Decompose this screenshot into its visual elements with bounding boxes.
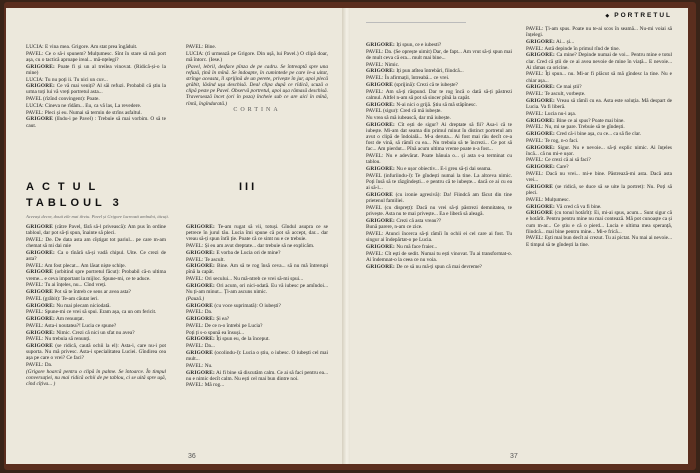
- dialogue-text: Ca mine? Depinde numai de voi... Pentru mine e totul clar. Cred că știi de ce ai avea nevoie de mine în viață... E nevoie... Ai rămas ca oricine.: [526, 52, 672, 71]
- dialogue-line: [26, 309, 166, 315]
- speaker-name: GRIGORE:: [526, 97, 555, 104]
- dialogue-text: PAVEL: Nu.: [186, 362, 213, 369]
- dialogue-line: [186, 336, 328, 342]
- dialogue-line: [26, 282, 166, 288]
- dialogue-line: [366, 224, 512, 230]
- dialogue-text: PAVEL: Îți spun... nu. Mi-ar fi plăcut să mă gîndesc la tine. Nu e chiar așa...: [526, 71, 672, 84]
- dialogue-text: (cu tonul hotărît): Ei, mi-ai spus, acum... Sunt sigur că e hotărît. Pentru pentru mine nu mai contează. Mă pot cunoaște ca și cum m-ar... Ce știu e că o pierd... Lucia e ultima mea speranță, fiindcă... mai bine pentru mine... Mi-e frică...: [526, 210, 672, 235]
- dialogue-text: PAVEL: Bine.: [186, 44, 217, 50]
- dialogue-text: PAVEL: Astă depinde în primul rînd de tine.: [526, 45, 620, 52]
- dialogue-text: (Pauză.): [186, 295, 205, 302]
- dialogue-text: PAVEL (grăbit): Te-am căutat ieri.: [26, 295, 99, 302]
- dialogue-text: Ai fi bine să discutăm calm. Ce ai să faci pentru ea... nu e nimic decît calm. Nu ești cel mai bun dintre noi.: [186, 369, 328, 382]
- book: [4, 2, 696, 470]
- dialogue-text: Nu vrea să mă iubească, dar mă iubește.: [366, 115, 451, 122]
- dialogue-line: [526, 138, 672, 144]
- dialogue-text: LUCIA: E vina mea. Grigore. Am stat prea îngăduit.: [26, 44, 138, 50]
- dialogue-line: [526, 26, 672, 38]
- dialogue-text: PAVEL: Dacă nu vrei... mi-e bine. Păstrează-mi asta. Dacă asta vrei...: [526, 170, 672, 184]
- dialogue-text: Iți spun, ce e iubesti?: [396, 42, 442, 48]
- dialogue-line: [186, 370, 328, 382]
- speaker-name: GRIGORE: [26, 289, 54, 296]
- dialogue-text: PAVEL: Spune-mi ce vrei să spui. Eram așa, ca un om fericit.: [26, 309, 157, 316]
- dialogue-text: Poate fi și un al treilea vinovat. (Ridică-și-o la mine): [26, 63, 166, 76]
- dialogue-text: (ocolindu-l): Lucia o știu, o iubesc. O iubești cel mai mult...: [186, 349, 328, 363]
- dialogue-text: LUCIA: Cineva ne rîdăm... Eu, ca vă las, La revedere.: [26, 102, 142, 109]
- dialogue-text: De ce să nu mă-ți spun că mai devreme?: [396, 263, 482, 270]
- dialogue-text: E vorba de Lucia ori de mine?: [216, 249, 281, 256]
- speaker-name: GRIGORE: [186, 302, 214, 309]
- dialogue-line: [366, 244, 512, 250]
- dialogue-text: Nu mai plecam niciodată.: [56, 302, 111, 309]
- dialogue-text: Poți ți s-o spună ea însuși...: [186, 329, 244, 336]
- dialogue-text: (Grigore hoarcă pentru o clipă în palme. Se întoarce. În timpul conversației, nu mai ridică ochii de pe tablou, ci se uită spre uşă, cînd cîțiva... ): [26, 368, 166, 388]
- dialogue-text: PAVEL: Asta-i noutatea?! Lucia ce spune?: [26, 322, 117, 329]
- dialogue-line: [526, 84, 672, 90]
- dialogue-line: [186, 107, 328, 113]
- dialogue-text: PAVEL: Atunci încerca să-ți rămîi în ochii ei cel care ai fost. Tu singur ai îndepărtat-o pe Lucia.: [366, 231, 512, 244]
- dialogue-line: [366, 89, 512, 101]
- left-page-column-2: [186, 44, 328, 176]
- dialogue-text: Crezi că asta vreau??: [396, 217, 442, 224]
- dialogue-line: [366, 75, 512, 81]
- dialogue-line: [26, 64, 166, 76]
- dialogue-text: Ca o tînără să-și vadă chipul. Uite. Ce crezi de asta?: [26, 249, 166, 262]
- dialogue-text: PAVEL: Ți-am spus. Poate nu te-ai scos în seamă... Nu-mi voiai să înțelegi.: [526, 26, 672, 39]
- dialogue-text: PAVEL: Nu e adevărat. Poate bănuia o... și asta s-a terminat cu tablou.: [366, 153, 512, 166]
- dialogue-text: CORTINA: [233, 107, 281, 114]
- dialogue-line: [366, 153, 512, 165]
- dialogue-line: [186, 44, 328, 50]
- stage-direction: Aceeași decor, două zile mai tîrziu. Pavel și Grigore lucrează amîndoi, tăcuți.: [26, 214, 169, 219]
- dialogue-line: [186, 51, 328, 63]
- dialogue-text: PAVEL: Pleci și eu. Numai să termin de strîns asfaltul.: [26, 109, 142, 116]
- page-number-left: 36: [188, 453, 196, 460]
- speaker-name: GRIGORE:: [526, 131, 555, 138]
- dialogue-line: [26, 103, 166, 109]
- dialogue-line: [366, 82, 512, 88]
- speaker-name: GRIGORE: [186, 349, 214, 356]
- dialogue-text: PAVEL: Da.: [26, 362, 53, 369]
- dialogue-line: [366, 173, 512, 191]
- dialogue-text: Îți spun eu, de la început.: [216, 336, 270, 343]
- dialogue-text: PAVEL (cu disprețt): Dacă nu vrei să-ți păstrezi demnitatea, te privește. Asta nu te mai privește... Ea e liberă să aleagă.: [366, 204, 512, 217]
- speaker-name: GRIGORE:: [366, 101, 395, 108]
- speaker-name: GRIGORE:: [526, 117, 555, 124]
- dialogue-text: Te-am rugat să vii, totuși. Gîndul asupra ce se petrece în jurul tău. Lucia îmi spune că pot să accept, dar... dar vreau să-ți spun întîi ție. Poate că ce simt nu e ce trebuie.: [186, 224, 328, 243]
- dialogue-text: (lîndu-i pe Pavel) : Trebuie să mai vorbim. O să te caut.: [26, 116, 166, 129]
- dialogue-line: [366, 231, 512, 243]
- dialogue-text: PAVEL: Ești mai bun decît ai crezut. Tu ai pictat. Nu mai ai nevoie... E timpul să te gîndești la tine.: [526, 235, 672, 248]
- dialogue-text: PAVEL: Mă rog...: [186, 382, 225, 389]
- dialogue-text: Și ea?: [216, 316, 230, 323]
- speaker-name: GRIGORE: [366, 191, 394, 198]
- speaker-name: GRIGORE:: [26, 329, 55, 336]
- dialogue-line: [26, 83, 166, 95]
- tablou-title: TABLOUL 3: [26, 197, 123, 209]
- speaker-name: GRIGORE:: [526, 52, 555, 59]
- dialogue-line: [26, 263, 166, 269]
- dialogue-text: (către Pavel, fără să-l privească): Am pus în ordine tabloul, dar pot să-ți spun, înainte să pleci.: [26, 224, 166, 237]
- dialogue-text: (orbitind spre portretul făcut): Probabil că-n ultima vreme... e ceva important la mijloc. Spune-mi, ce te aduce.: [26, 269, 166, 282]
- speaker-name: GRIGORE: [26, 116, 54, 123]
- dialogue-line: [186, 263, 328, 275]
- dialogue-line: [26, 96, 166, 102]
- dialogue-line: [186, 257, 328, 263]
- dialogue-line: [26, 116, 166, 128]
- dialogue-line: [26, 296, 166, 302]
- dialogue-line: [526, 145, 672, 157]
- speaker-name: GRIGORE:: [526, 84, 555, 91]
- dialogue-line: [526, 39, 672, 45]
- dialogue-line: [26, 303, 166, 309]
- dialogue-line: [526, 46, 672, 52]
- dialogue-line: [26, 289, 166, 295]
- dialogue-text: Ai... și...: [556, 38, 575, 45]
- dialogue-text: PAVEL: Nu trebuia să renunți.: [26, 336, 91, 343]
- dialogue-text: PAVEL: Cît ești de sedit. Numai tu ești vinovat. Tu ai transformat-o. Ai îndemnat-o la ceea ce nu voia.: [366, 250, 512, 264]
- speaker-name: GRIGORE: [366, 81, 394, 88]
- dialogue-text: Nimic. Crezi că nici un sfat nu avea?: [56, 329, 135, 336]
- dialogue-line: [186, 350, 328, 362]
- dialogue-text: Iți pun atîtea întrebări, fiindcă...: [396, 68, 464, 75]
- dialogue-line: [366, 166, 512, 172]
- speaker-name: GRIGORE:: [366, 166, 395, 173]
- dialogue-text: PAVEL: De ce n-o întrebi pe Lucia?: [186, 322, 263, 329]
- dialogue-text: (cu voce suprimată): O iubești?: [214, 302, 281, 309]
- dialogue-text: Vă cred că va fi bine.: [556, 203, 602, 210]
- dialogue-text: Pot să te întreb ce sens ar avea asta?: [54, 289, 131, 296]
- act-title-text: ACTUL: [26, 181, 104, 193]
- dialogue-text: Vreau să rămîi cu ea. Asta este soluția. Mă despart de Lucia. Va fi liberă.: [526, 97, 672, 111]
- right-page-column-2: [526, 26, 672, 450]
- dialogue-text: Cred că-i bine așa, cu ce... ca să fie clar.: [556, 131, 642, 138]
- dialogue-text: PAVEL: Da. (Se oprește uimit) Dar, de fapt... Am vrut să-ți spun mai de mult ceva că era... mult mai bine...: [366, 48, 512, 61]
- running-header-text: PORTRETUL: [614, 12, 672, 19]
- dialogue-text: PAVEL: Te ascult, vorbește.: [526, 91, 586, 98]
- speaker-name: GRIGORE:: [526, 164, 555, 171]
- dialogue-line: [26, 224, 166, 236]
- dialogue-line: [526, 210, 672, 235]
- dialogue-text: PAVEL: Te rog, n-o faci.: [526, 137, 579, 144]
- dialogue-line: [26, 316, 166, 322]
- dialogue-line: [186, 303, 328, 309]
- dialogue-line: [526, 204, 672, 210]
- dialogue-line: [186, 243, 328, 249]
- dialogue-text: Bună parere, n-am ce zice.: [366, 224, 423, 231]
- act-number: III: [239, 181, 258, 193]
- dialogue-text: (se ridică, se duce să se uite la portret): Nu. Poți să pleci.: [526, 183, 672, 196]
- dialogue-text: PAVEL: Am să-ți răspund. Dar te rog încă o dată să-ți păstrezi calmul. Altfel n-am să pot să sincer pînă la capăt.: [366, 88, 512, 101]
- dialogue-line: [26, 362, 166, 368]
- dialogue-line: [186, 276, 328, 282]
- dialogue-line: [526, 71, 672, 83]
- dialogue-text: PAVEL: Am fost plecat... Am lăsat niște schițe.: [26, 262, 126, 269]
- speaker-name: GRIGORE: [526, 210, 554, 217]
- dialogue-line: [526, 164, 672, 170]
- dialogue-text: PAVEL: Mulțumesc.: [526, 196, 570, 203]
- dialogue-text: PAVEL: Ce o să-i spunem? Mulțumesc. Sînt în stare să mă port așa, cu o tactică aproape ireal... mă-nțelegi?: [26, 50, 166, 63]
- speaker-name: GRIGORE:: [526, 144, 555, 151]
- dialogue-line: [186, 283, 328, 295]
- dialogue-line: [366, 205, 512, 217]
- dialogue-line: [526, 118, 672, 124]
- dialogue-text: (se ridică, caută ochii la el): Asta-i, care nu-i pot suporta. Nu mă privesc. Asta-i specialitatea Luciei. Gîndirea cea așa pe care o vrei? Ce faci?: [26, 343, 166, 362]
- speaker-name: GRIGORE:: [186, 336, 215, 343]
- dialogue-text: (sprijină): Crezi că te iubește?: [394, 81, 458, 88]
- speaker-name: GRIGORE:: [26, 249, 55, 256]
- dialogue-text: Ce mai știi?: [556, 84, 582, 91]
- dialogue-text: Bine. Am să te rog însă ceva... să nu mă întrerupi pînă la capăt.: [186, 263, 328, 276]
- dialogue-line: [526, 197, 672, 203]
- speaker-name: GRIGORE:: [186, 263, 215, 270]
- act-title: [26, 181, 326, 193]
- speaker-name: GRIGORE:: [26, 302, 55, 309]
- dialogue-line: [26, 330, 166, 336]
- dialogue-line: [26, 269, 166, 281]
- speaker-name: GRIGORE:: [186, 316, 215, 323]
- dialogue-line: [26, 77, 166, 83]
- dialogue-text: PAVEL: Te ascult.: [186, 256, 225, 263]
- dialogue-line: [26, 51, 166, 63]
- running-header: [605, 12, 672, 19]
- dialogue-line: [26, 44, 166, 50]
- dialogue-text: Cît ești de sigur? Ai dreptate să fii? Asa-i că te iubește. Mi-am dat seama din primul minut în distinct portretul am avut o clipă de îndoială... M-a deruta... Ai fost mai rău decît ce-a fost de vină, să rămîi cu ea... Nu trebuia să te încrezi... Ce pot să fac... Am pierdut... Pînă acum ultima vreme poate n-a fost...: [366, 121, 512, 153]
- speaker-name: GRIGORE:: [366, 217, 395, 224]
- speaker-name: GRIGORE:: [186, 249, 215, 256]
- speaker-name: GRIGORE:: [366, 68, 395, 75]
- dialogue-line: [186, 296, 328, 302]
- dialogue-text: PAVEL: Da.: [186, 309, 213, 316]
- speaker-name: GRIGORE:: [26, 316, 55, 323]
- diamond-icon: ◆: [605, 13, 612, 19]
- dialogue-line: [186, 316, 328, 322]
- speaker-name: GRIGORE:: [366, 121, 395, 128]
- header-rule: [366, 22, 466, 23]
- dialogue-line: [526, 111, 672, 117]
- dialogue-text: (cu ironie agresivă): Da! Fiindcă am făcut din tine prietenul familiei.: [366, 191, 512, 205]
- dialogue-line: [186, 330, 328, 336]
- dialogue-text: Ce vă mai veniți? Al săi refuzi. Probabil că știu la urma toți lui vă vreți portretul asta...: [26, 83, 166, 96]
- dialogue-line: [26, 250, 166, 262]
- speaker-name: GRIGORE:: [26, 63, 55, 70]
- speaker-name: GRIGORE:: [366, 263, 395, 270]
- dialogue-text: PAVEL: Tu ai înțeles, nu... Cînd vreți.: [26, 282, 107, 289]
- page-number-right: 37: [510, 453, 518, 460]
- dialogue-line: [366, 68, 512, 74]
- dialogue-line: [186, 64, 328, 107]
- speaker-name: GRIGORE:: [186, 369, 215, 376]
- dialogue-text: PAVEL: Da...: [186, 343, 215, 350]
- speaker-name: GRIGORE:: [526, 203, 555, 210]
- dialogue-line: [366, 102, 512, 108]
- dialogue-line: [26, 336, 166, 342]
- speaker-name: GRIGORE:: [26, 83, 55, 90]
- dialogue-line: [26, 343, 166, 361]
- dialogue-text: PAVEL (infuriindu-l): Te gîndești numai la tine. La altceva nimic. Poți însă să te răzgîndești... e pentru că te iubește... dacă ce ai cu ea ai să-l...: [366, 172, 512, 192]
- left-page: [6, 8, 347, 464]
- dialogue-text: Ori acum, ori nici-odată. Eu vă iubesc pe amîndoi... Nu ți-am minut... Ți-am ascuns nimic.: [186, 282, 328, 296]
- dialogue-text: PAVEL (sigur): Cred că mă iubește.: [366, 108, 442, 115]
- speaker-name: GRIGORE: [26, 269, 54, 276]
- dialogue-line: [526, 98, 672, 110]
- dialogue-line: [186, 323, 328, 329]
- dialogue-text: Nu mă face fraier...: [396, 244, 438, 251]
- dialogue-text: Bine ce ai spus? Poate mai bine.: [556, 117, 625, 124]
- dialogue-line: [366, 218, 512, 224]
- dialogue-line: [526, 184, 672, 196]
- dialogue-line: [186, 343, 328, 349]
- dialogue-text: Sigur. Nu e nevoie... să-ți explic nimic. Ai înțeles încă... că nu mi-e ușor.: [526, 144, 672, 157]
- dialogue-text: PAVEL (rîzînd convingent): Poate.: [26, 96, 100, 103]
- dialogue-text: PAVEL: De. De data asta am cîștigat tot pariul... pe care m-am chemat să mi dai mie: [26, 236, 166, 250]
- dialogue-line: [186, 363, 328, 369]
- dialogue-line: [526, 52, 672, 70]
- dialogue-line: [366, 251, 512, 263]
- left-page-column-4: [186, 224, 328, 446]
- dialogue-line: [526, 157, 672, 163]
- dialogue-line: [186, 382, 328, 388]
- dialogue-text: LUCIA: (tî urmează pe Grigore. Din ușă, lui Pavel.) O clipă doar, mă întorc. (Iese.): [186, 50, 328, 63]
- speaker-name: GRIGORE: [26, 224, 54, 230]
- speaker-name: GRIGORE:: [366, 42, 395, 48]
- dialogue-text: PAVEL: Și eu am avut dreptate... dar trebuie să ne explicăm.: [186, 243, 315, 250]
- dialogue-text: PAVEL: Ori secului... Nu mă-ntreb ce vrei să-mi spui...: [186, 276, 304, 283]
- dialogue-line: [366, 122, 512, 153]
- speaker-name: GRIGORE: [526, 183, 554, 190]
- dialogue-line: [526, 124, 672, 130]
- speaker-name: GRIGORE:: [186, 282, 215, 289]
- dialogue-line: [526, 131, 672, 137]
- right-page: [350, 8, 688, 464]
- dialogue-line: [366, 42, 512, 48]
- right-page-column-1: [366, 42, 512, 450]
- dialogue-line: [366, 108, 512, 114]
- dialogue-line: [526, 171, 672, 183]
- dialogue-line: [186, 250, 328, 256]
- dialogue-text: PAVEL: În afirmații, întreabă... ce vrei.: [366, 75, 450, 82]
- dialogue-line: [186, 309, 328, 315]
- dialogue-line: [186, 224, 328, 242]
- dialogue-line: [26, 369, 166, 387]
- dialogue-text: N-ai nici o grijă. Știu să mă stăpînesc.: [396, 101, 477, 108]
- dialogue-line: [526, 91, 672, 97]
- dialogue-line: [366, 192, 512, 204]
- dialogue-text: PAVEL: Nu, mi se pare. Trebuie să te gîndești.: [526, 124, 625, 131]
- dialogue-line: [26, 323, 166, 329]
- speaker-name: GRIGORE:: [186, 224, 215, 230]
- dialogue-line: [366, 49, 512, 61]
- dialogue-text: PAVEL: Nimic.: [366, 61, 400, 68]
- left-page-column-3: [26, 224, 166, 446]
- dialogue-line: [526, 235, 672, 247]
- left-page-column-1: [26, 44, 166, 176]
- dialogue-line: [366, 62, 512, 68]
- dialogue-line: [366, 264, 512, 270]
- dialogue-line: [366, 115, 512, 121]
- speaker-name: GRIGORE: [26, 343, 54, 350]
- speaker-name: GRIGORE:: [526, 38, 555, 45]
- dialogue-text: Am renunțat.: [56, 316, 84, 323]
- speaker-name: GRIGORE:: [366, 244, 395, 251]
- dialogue-line: [26, 110, 166, 116]
- dialogue-text: Nu e ușor obiectiv... E-i greu să-ți dai seama.: [396, 166, 492, 173]
- dialogue-text: LUCIA: Tu nu poți ii. Tu nici un cuv...: [26, 76, 108, 83]
- dialogue-line: [26, 237, 166, 249]
- dialogue-text: (Pavel, lebril, desface pînza de pe cadru. Se întreaptă spre una refuză, țină în mînă. Se îndoapte, în cumintede pe care le-a uitat, strînge aceasta, îl sprijină de un perete, privește în jur, apoi plecă grăbit, lăsînd ușa deschisă. Deal clipa după ce rîdică, scuză o clipă peste pe Pavel. Observă portretul, apoi ușa rămasă deschisă. Traversează încet (ori în poza) încheie sub ce are aici în mînă, rîntă, îngîndurată.): [186, 63, 328, 107]
- dialogue-text: Care?: [556, 164, 569, 171]
- dialogue-text: PAVEL: Lucia nu-i așa.: [526, 110, 577, 117]
- dialogue-text: PAVEL: Ce crezi că ai să faci?: [526, 157, 591, 164]
